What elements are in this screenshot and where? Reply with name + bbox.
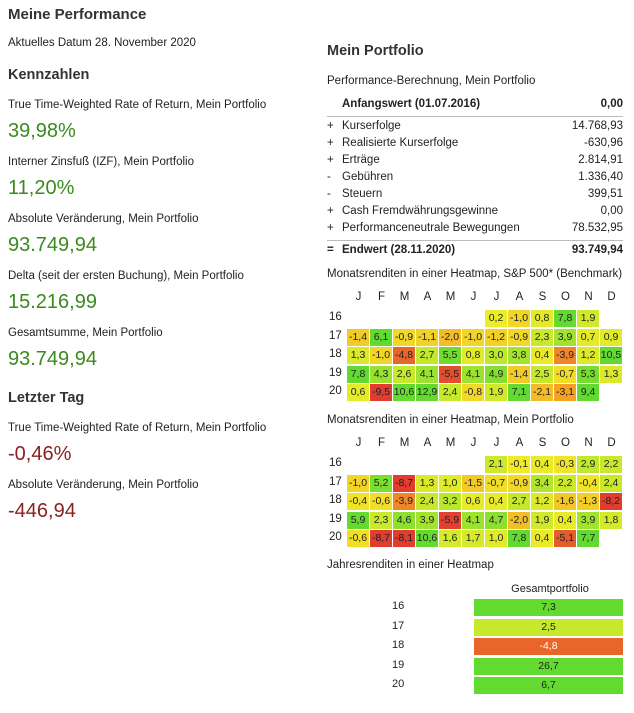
heatmap-cell: -0,9 <box>393 329 415 346</box>
heatmap-cell: 2,4 <box>416 493 438 510</box>
heatmap-cell: 1,0 <box>485 530 507 547</box>
kennzahlen-heading: Kennzahlen <box>8 67 90 83</box>
heatmap-sp500-title: Monatsrenditen in einer Heatmap, S&P 500* (Benchmark) <box>327 268 623 280</box>
performance-label: Performanceneutrale Bewegungen <box>342 222 520 234</box>
year-label: 19 <box>392 658 405 671</box>
month-header: N <box>584 437 593 449</box>
year-label: 17 <box>329 475 342 488</box>
heatmap-cell: 2,1 <box>485 456 507 473</box>
yearly-cell: 2,5 <box>474 619 623 636</box>
sign: = <box>327 244 334 256</box>
year-label: 20 <box>329 531 342 544</box>
heatmap-cell: 0,2 <box>485 310 507 327</box>
heatmap-cell: 3,2 <box>439 493 461 510</box>
heatmap-cell: 5,9 <box>347 512 369 529</box>
heatmap-cell: -5,9 <box>439 512 461 529</box>
heatmap-cell: 0,4 <box>531 456 553 473</box>
heatmap-cell: -2,1 <box>531 384 553 401</box>
heatmap-cell: -1,0 <box>462 329 484 346</box>
heatmap-portfolio-title: Monatsrenditen in einer Heatmap, Mein Portfolio <box>327 414 574 426</box>
heatmap-cell: 9,4 <box>577 384 599 401</box>
heatmap-cell: 5,5 <box>439 347 461 364</box>
year-label: 20 <box>329 385 342 398</box>
heatmap-cell: -8,7 <box>370 530 392 547</box>
heatmap-cell: 0,6 <box>462 493 484 510</box>
heatmap-cell: -8,7 <box>393 475 415 492</box>
heatmap-cell: 0,7 <box>577 329 599 346</box>
kpi-value: 11,20% <box>8 177 75 199</box>
month-header: J <box>355 291 362 303</box>
performance-row <box>327 222 623 239</box>
month-header: J <box>493 291 500 303</box>
year-label: 16 <box>329 311 342 323</box>
heatmap-cell: 0,4 <box>554 512 576 529</box>
end-value: 93.749,94 <box>571 244 623 256</box>
heatmap-cell: -9,5 <box>370 384 392 401</box>
calc-label: Performance-Berechnung, Mein Portfolio <box>327 75 536 87</box>
month-header: J <box>493 437 500 449</box>
year-label: 16 <box>392 600 405 612</box>
performance-row <box>327 120 623 137</box>
heatmap-cell: -8,1 <box>393 530 415 547</box>
year-label: 18 <box>392 639 405 651</box>
heatmap-cell: 1,3 <box>416 475 438 492</box>
heatmap-cell: -3,9 <box>554 347 576 364</box>
heatmap-cell: -1,4 <box>347 329 369 346</box>
heatmap-cell: 1,3 <box>600 366 622 383</box>
heatmap-cell: -0,3 <box>554 456 576 473</box>
sign: + <box>327 120 334 132</box>
heatmap-cell: 1,6 <box>439 530 461 547</box>
divider <box>327 116 623 117</box>
month-header: J <box>355 437 362 449</box>
performance-row <box>327 188 623 205</box>
kpi-value: 93.749,94 <box>8 348 97 370</box>
portfolio-title: Mein Portfolio <box>327 43 424 59</box>
year-label: 19 <box>329 512 342 525</box>
start-value: 0,00 <box>600 98 623 110</box>
month-header: F <box>377 291 386 303</box>
sign: + <box>327 222 334 234</box>
heatmap-cell: 2,4 <box>600 475 622 492</box>
sign: + <box>327 205 334 217</box>
year-label: 16 <box>329 457 342 469</box>
month-header: J <box>470 291 477 303</box>
heatmap-cell: -0,4 <box>577 475 599 492</box>
heatmap-cell: 4,7 <box>485 512 507 529</box>
performance-value: 1.336,40 <box>578 171 623 183</box>
year-label: 20 <box>392 678 405 690</box>
kpi-label: Absolute Veränderung, Mein Portfolio <box>8 213 199 225</box>
year-label: 18 <box>329 494 342 507</box>
divider <box>327 240 623 241</box>
heatmap-cell: 0,6 <box>347 384 369 401</box>
heatmap-cell: 3,9 <box>577 512 599 529</box>
heatmap-cell: -0,4 <box>347 493 369 510</box>
month-header: A <box>423 291 432 303</box>
heatmap-cell: -1,2 <box>485 329 507 346</box>
current-date: Aktuelles Datum 28. November 2020 <box>8 37 196 49</box>
heatmap-cell: 2,6 <box>393 366 415 383</box>
heatmap-cell: -0,6 <box>370 493 392 510</box>
kpi-label: True Time-Weighted Rate of Return, Mein Portfolio <box>8 99 267 111</box>
heatmap-cell: 0,4 <box>531 347 553 364</box>
heatmap-cell: 6,1 <box>370 329 392 346</box>
month-header: N <box>584 291 593 303</box>
heatmap-cell: -1,0 <box>347 475 369 492</box>
end-value-row <box>327 244 623 261</box>
heatmap-cell: 12,9 <box>416 384 438 401</box>
kpi-label: Interner Zinsfuß (IZF), Mein Portfolio <box>8 156 194 168</box>
heatmap-cell: 5,3 <box>577 366 599 383</box>
performance-label: Steuern <box>342 188 383 200</box>
heatmap-cell: -3,1 <box>554 384 576 401</box>
heatmap-cell: 1,2 <box>577 347 599 364</box>
heatmap-cell: 7,8 <box>508 530 530 547</box>
heatmap-cell: 1,9 <box>485 384 507 401</box>
heatmap-cell: -2,0 <box>439 329 461 346</box>
yearly-cell: 26,7 <box>474 658 623 675</box>
month-header: D <box>607 291 616 303</box>
performance-label: Gebühren <box>342 171 394 183</box>
letzter-tag-heading: Letzter Tag <box>8 390 85 406</box>
heatmap-cell: 4,1 <box>462 512 484 529</box>
yearly-header: Gesamtportfolio <box>511 583 589 595</box>
year-label: 19 <box>329 366 342 379</box>
heatmap-cell: -1,3 <box>577 493 599 510</box>
heatmap-cell: -5,1 <box>554 530 576 547</box>
heatmap-cell: -2,0 <box>508 512 530 529</box>
month-header: F <box>377 437 386 449</box>
heatmap-cell: -1,5 <box>462 475 484 492</box>
performance-value: 2.814,91 <box>578 154 623 166</box>
start-value-row <box>327 98 623 115</box>
heatmap-cell: 1,3 <box>347 347 369 364</box>
year-label: 18 <box>329 348 342 361</box>
end-label: Endwert (28.11.2020) <box>342 244 456 256</box>
heatmap-cell: -1,6 <box>554 493 576 510</box>
kpi-value: 39,98% <box>8 120 76 142</box>
heatmap-cell: -0,7 <box>485 475 507 492</box>
heatmap-cell: 3,9 <box>416 512 438 529</box>
month-header: J <box>470 437 477 449</box>
yearly-cell: 6,7 <box>474 677 623 694</box>
heatmap-cell: 1,8 <box>600 512 622 529</box>
heatmap-cell: 1,9 <box>577 310 599 327</box>
heatmap-cell: 0,8 <box>531 310 553 327</box>
performance-value: 0,00 <box>600 205 623 217</box>
heatmap-cell: -5,5 <box>439 366 461 383</box>
performance-value: 78.532,95 <box>571 222 623 234</box>
month-header: M <box>399 291 410 303</box>
heatmap-cell: 4,6 <box>393 512 415 529</box>
heatmap-cell: 3,8 <box>508 347 530 364</box>
heatmap-cell: 3,4 <box>531 475 553 492</box>
heatmap-cell: 2,9 <box>577 456 599 473</box>
heatmap-cell: 2,7 <box>416 347 438 364</box>
heatmap-cell: 0,9 <box>600 329 622 346</box>
kpi-label: True Time-Weighted Rate of Return, Mein Portfolio <box>8 422 267 434</box>
month-header: M <box>445 437 456 449</box>
heatmap-cell: -1,1 <box>416 329 438 346</box>
heatmap-cell: 1,0 <box>439 475 461 492</box>
heatmap-cell: -8,2 <box>600 493 622 510</box>
heatmap-cell: -1,0 <box>508 310 530 327</box>
sign: - <box>327 188 331 200</box>
kpi-value: -0,46% <box>8 443 72 465</box>
month-header: S <box>538 291 547 303</box>
performance-value: 399,51 <box>587 188 623 200</box>
heatmap-cell: 2,3 <box>531 329 553 346</box>
heatmap-cell: 4,1 <box>416 366 438 383</box>
heatmap-cell: 4,1 <box>462 366 484 383</box>
month-header: O <box>561 437 570 449</box>
heatmap-cell: 1,7 <box>462 530 484 547</box>
heatmap-cell: -4,8 <box>393 347 415 364</box>
heatmap-cell: 1,9 <box>531 512 553 529</box>
heatmap-cell: 2,2 <box>600 456 622 473</box>
yearly-cell: -4,8 <box>474 638 623 655</box>
page-title: Meine Performance <box>8 6 147 23</box>
month-header: A <box>423 437 432 449</box>
performance-row <box>327 171 623 188</box>
heatmap-cell: 0,4 <box>485 493 507 510</box>
heatmap-cell: 1,2 <box>531 493 553 510</box>
heatmap-cell: -0,6 <box>347 530 369 547</box>
performance-label: Kurserfolge <box>342 120 401 132</box>
kpi-value: -446,94 <box>8 500 76 522</box>
heatmap-cell: -1,0 <box>370 347 392 364</box>
start-label: Anfangswert (01.07.2016) <box>342 98 481 110</box>
heatmap-cell: 10,6 <box>393 384 415 401</box>
month-header: M <box>445 291 456 303</box>
month-header: D <box>607 437 616 449</box>
performance-label: Erträge <box>342 154 380 166</box>
kpi-value: 93.749,94 <box>8 234 97 256</box>
heatmap-cell: 7,1 <box>508 384 530 401</box>
heatmap-cell: 7,7 <box>577 530 599 547</box>
year-label: 17 <box>392 619 405 632</box>
heatmap-cell: -0,1 <box>508 456 530 473</box>
kpi-label: Gesamtsumme, Mein Portfolio <box>8 327 163 339</box>
heatmap-cell: -0,7 <box>554 366 576 383</box>
heatmap-cell: 10,6 <box>416 530 438 547</box>
performance-row <box>327 205 623 222</box>
performance-value: -630,96 <box>583 137 623 149</box>
month-header: O <box>561 291 570 303</box>
year-label: 17 <box>329 329 342 342</box>
yearly-cell: 7,3 <box>474 599 623 616</box>
heatmap-cell: 0,8 <box>462 347 484 364</box>
yearly-heatmap-title: Jahresrenditen in einer Heatmap <box>327 559 494 571</box>
heatmap-cell: 4,3 <box>370 366 392 383</box>
performance-value: 14.768,93 <box>571 120 623 132</box>
heatmap-cell: 4,9 <box>485 366 507 383</box>
heatmap-cell: 2,4 <box>439 384 461 401</box>
heatmap-cell: -0,9 <box>508 329 530 346</box>
month-header: A <box>515 437 524 449</box>
heatmap-cell: 2,5 <box>531 366 553 383</box>
heatmap-cell: 7,8 <box>554 310 576 327</box>
heatmap-cell: -3,9 <box>393 493 415 510</box>
month-header: M <box>399 437 410 449</box>
heatmap-cell: 2,7 <box>508 493 530 510</box>
sign: + <box>327 137 334 149</box>
heatmap-cell: 10,5 <box>600 347 622 364</box>
heatmap-cell: 7,8 <box>347 366 369 383</box>
heatmap-cell: 2,2 <box>554 475 576 492</box>
heatmap-cell: -1,4 <box>508 366 530 383</box>
sign: + <box>327 154 334 166</box>
kpi-label: Absolute Veränderung, Mein Portfolio <box>8 479 199 491</box>
kpi-value: 15.216,99 <box>8 291 97 313</box>
kpi-label: Delta (seit der ersten Buchung), Mein Portfolio <box>8 270 244 282</box>
month-header: A <box>515 291 524 303</box>
heatmap-cell: 3,9 <box>554 329 576 346</box>
heatmap-cell: -0,9 <box>508 475 530 492</box>
heatmap-cell: 2,3 <box>370 512 392 529</box>
month-header: S <box>538 437 547 449</box>
performance-row <box>327 154 623 171</box>
heatmap-cell: 3,0 <box>485 347 507 364</box>
performance-label: Realisierte Kurserfolge <box>342 137 459 149</box>
sign: - <box>327 171 331 183</box>
performance-row <box>327 137 623 154</box>
heatmap-cell: 5,2 <box>370 475 392 492</box>
heatmap-cell: -0,8 <box>462 384 484 401</box>
performance-label: Cash Fremdwährungsgewinne <box>342 205 498 217</box>
heatmap-cell: 0,4 <box>531 530 553 547</box>
